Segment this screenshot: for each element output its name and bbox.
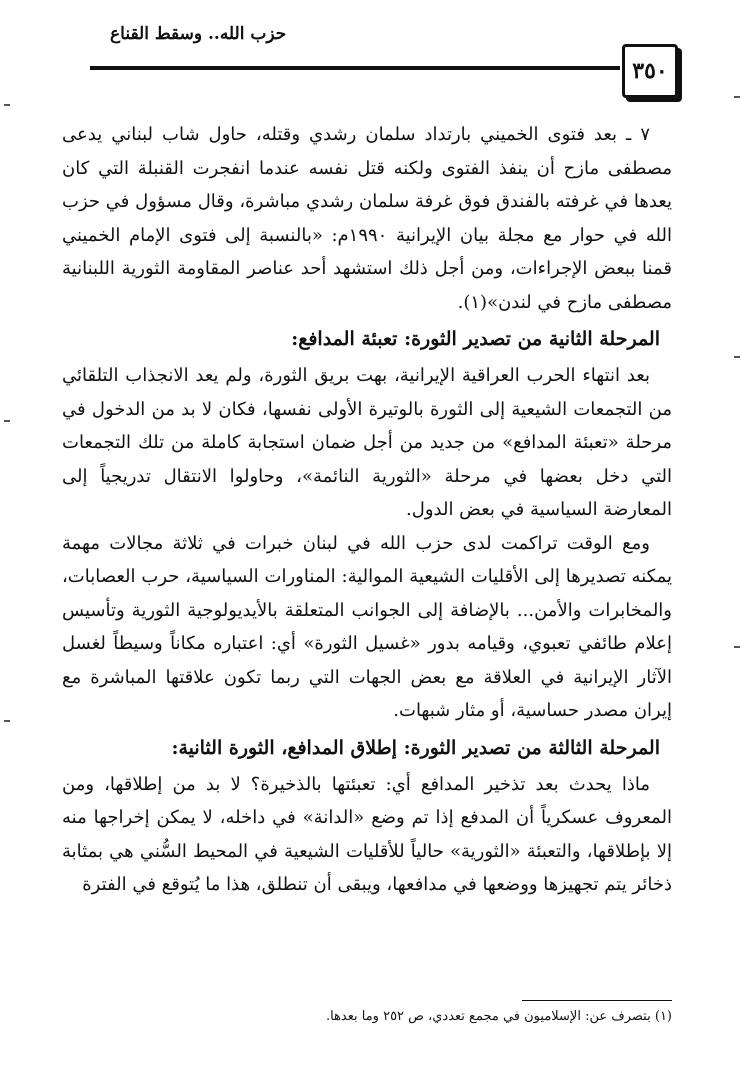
body-text	[62, 118, 672, 902]
paragraph-item-7: ٧ ـ بعد فتوى الخميني بارتداد سلمان رشدي وقتله، حاول شاب لبناني يدعى مصطفى مازح أن ينفذ الفتوى ولكنه قتل نفسه عندما انفجرت القنبلة التي كان يعدها في غرفته بالفندق فوق غرفة سلمان رشدي مباشرة، وقال مسؤول في حزب الله في حوار مع مجلة بيان الإيرانية ١٩٩٠م: «بالنسبة إلى فتوى الإمام الخميني قمنا ببعض الإجراءات، ومن أجل ذلك استشهد أحد عناصر المقاومة الثورية اللبنانية مصطفى مازح في لندن»(١).	[62, 124, 672, 313]
scan-mark	[734, 96, 740, 98]
header-rule	[90, 66, 620, 70]
scan-mark	[4, 104, 10, 106]
scan-mark	[4, 720, 10, 722]
section-heading-stage-two: المرحلة الثانية من تصدير الثورة: تعبئة المدافع:	[291, 328, 660, 350]
running-title: حزب الله.. وسقط القناع	[110, 24, 287, 44]
footnote: (١) بتصرف عن: الإسلاميون في مجمع تعددي، ص ٢٥٢ وما بعدها.	[325, 1009, 672, 1024]
page-number: ٣٥٠	[622, 44, 678, 98]
scan-mark	[734, 646, 740, 648]
scan-mark	[734, 356, 740, 358]
paragraph-stage-two-intro: بعد انتهاء الحرب العراقية الإيرانية، بهت بريق الثورة، ولم يعد الانجذاب التلقائي من التجمعات الشيعية إلى الثورة بالوتيرة الأولى نفسها، فكان لا بد من الدخول في مرحلة «تعبئة المدافع» من جديد من أجل ضمان استجابة كاملة من تلك التجمعات التي دخل بعضها في مرحلة «الثورية النائمة»، وحاولوا الانتقال تدريجياً إلى المعارضة السياسية في بعض الدول.	[62, 365, 672, 520]
paragraph-stage-three-intro: ماذا يحدث بعد تذخير المدافع أي: تعبئتها بالذخيرة؟ لا بد من إطلاقها، ومن المعروف عسكرياً أن المدفع إذا تم وضع «الدانة» في داخله، لا يمكن إخراجها منه إلا بإطلاقها، والتعبئة «الثورية» حالياً للأقليات الشيعية في المحيط السُّني هي بمثابة ذخائر يتم تجهيزها ووضعها في مدافعها، ويبقى أن تنطلق، هذا ما يُتوقع في الفترة	[62, 773, 672, 895]
paragraph-hezbollah-expertise: ومع الوقت تراكمت لدى حزب الله في لبنان خبرات في ثلاثة مجالات مهمة يمكنه تصديرها إلى الأقليات الشيعية الموالية: المناورات السياسية، حرب العصابات، والمخابرات والأمن... بالإضافة إلى الجوانب المتعلقة بالأيديولوجية الثورية وتأسيس إعلام طائفي تعبوي، وقيامه بدور «غسيل الثورة» أي: اعتباره مكاناً وسيطاً لغسل الآثار الإيرانية في العلاقة مع بعض الجهات التي ربما تكون علاقتها المباشرة مع إيران مصدر حساسية، أو مثار شبهات.	[62, 532, 672, 721]
section-heading-stage-three: المرحلة الثالثة من تصدير الثورة: إطلاق المدافع، الثورة الثانية:	[171, 736, 660, 759]
footnote-rule	[522, 1000, 672, 1001]
scan-mark	[4, 420, 10, 422]
